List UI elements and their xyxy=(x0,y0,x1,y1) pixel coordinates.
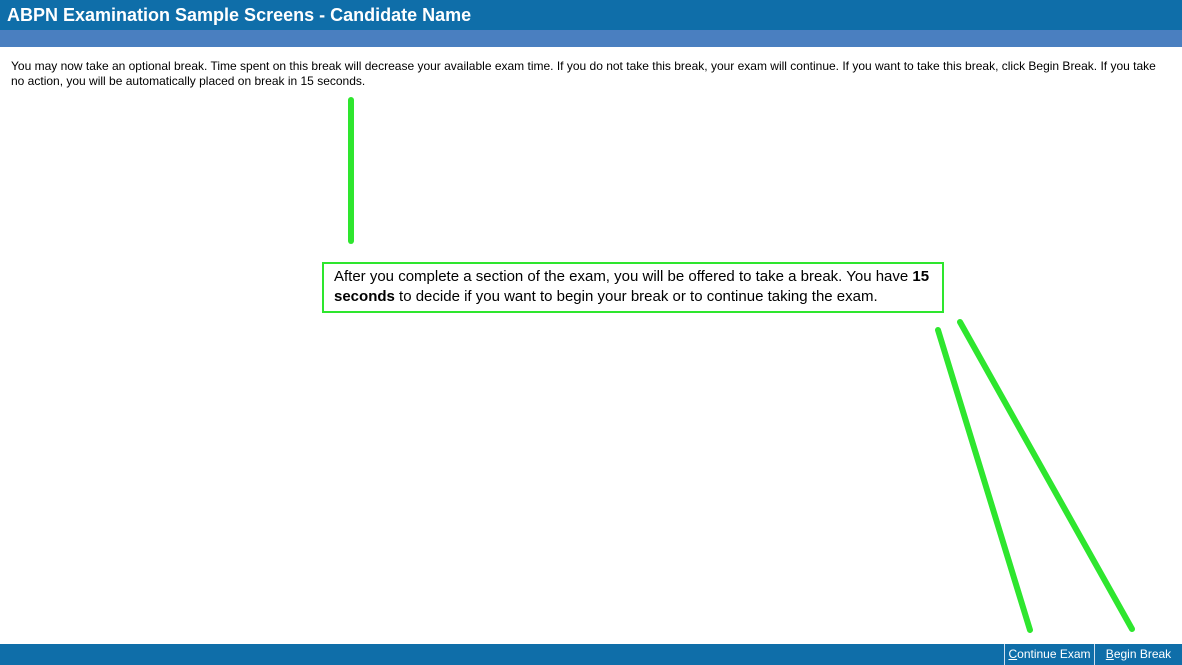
footer-bar xyxy=(0,644,1182,665)
callout-text-2: to decide if you want to begin your break or to continue taking the exam. xyxy=(394,288,878,305)
annotation-line-to-continue-exam xyxy=(938,330,1030,630)
continue-exam-label: ontinue Exam xyxy=(1017,647,1091,661)
begin-break-button[interactable] xyxy=(1094,644,1182,665)
annotation-line-to-begin-break xyxy=(960,322,1132,629)
annotation-callout xyxy=(322,262,944,313)
callout-bold-text: 15 seconds xyxy=(334,268,930,305)
countdown-seconds: 15 xyxy=(300,74,314,88)
title-bar xyxy=(0,0,1182,30)
break-message xyxy=(11,59,1171,89)
begin-break-mnemonic: B xyxy=(1105,647,1114,661)
callout-text-1: After you complete a section of the exam, you will be offered to take a break. You have xyxy=(334,268,913,285)
break-message-text-1: You may now take an optional break. Time spent on this break will decrease your available exam time. If you do not take this break, your exam will continue. If you want to take this break, click Begin Break. If you take no action, you will be automatically placed on break in xyxy=(11,59,1156,88)
begin-break-label: egin Break xyxy=(1113,647,1172,661)
continue-exam-mnemonic: C xyxy=(1008,647,1018,661)
page-title: ABPN Examination Sample Screens - Candidate Name xyxy=(7,5,472,25)
continue-exam-button[interactable] xyxy=(1004,644,1094,665)
sub-header-bar xyxy=(0,30,1182,47)
break-message-text-2: seconds. xyxy=(313,74,366,88)
